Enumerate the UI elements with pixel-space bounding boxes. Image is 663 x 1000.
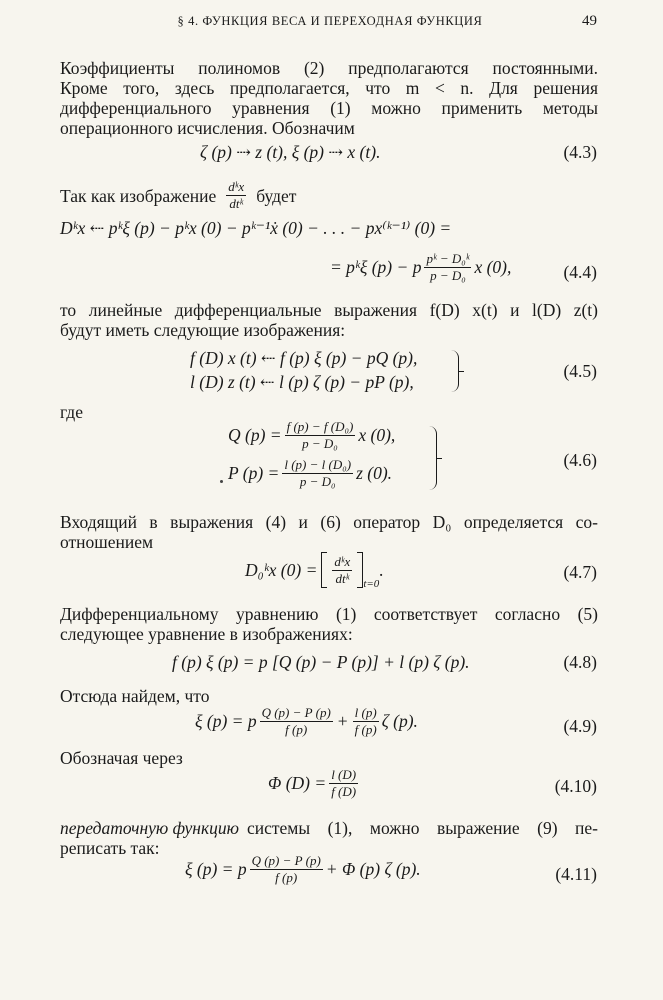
equation-part: ξ (p) = p (195, 711, 257, 731)
fraction-numerator: pᵏ − D₀ᵏ (426, 251, 470, 266)
equation-4-3: ζ (p) ⇢ z (t), ξ (p) ⇢ x (t). (200, 142, 381, 162)
equation-part: = pᵏξ (p) − p (330, 257, 422, 277)
right-brace (428, 426, 437, 490)
text-line: следующее уравнение в изображениях: (60, 624, 353, 644)
equation-number: (4.7) (563, 562, 597, 582)
text-line: отношением (60, 532, 154, 552)
fraction-numerator: Q (p) − P (p) (261, 705, 331, 720)
equation-4-11 (185, 854, 421, 885)
equation-part: Φ (D) = (268, 773, 327, 793)
right-brace (450, 350, 459, 392)
print-speck (220, 480, 223, 483)
equation-4-6-line1 (228, 420, 395, 451)
text-line: дифференциального уравнения (1) можно применить методы (60, 98, 598, 118)
equation-part: D₀ᵏx (0) = (245, 559, 318, 580)
equation-4-8: f (p) ξ (p) = p [Q (p) − P (p)] + l (p) ζ (p). (172, 652, 470, 672)
text-line: Дифференциальному уравнению (1) соответствует согласно (5) (60, 604, 598, 624)
plus-sign: + (337, 711, 348, 731)
fraction-denominator: dtᵏ (229, 196, 244, 211)
equation-number: (4.5) (563, 361, 597, 381)
text-line: будут иметь следующие изображения: (60, 320, 346, 340)
fraction-denominator: f (p) (275, 870, 298, 885)
equation-part: ξ (p) = p (185, 859, 247, 879)
text-fragment: Так как изображение (60, 185, 217, 206)
text-line: то линейные дифференциальные выражения f(D) x(t) и l(D) z(t) (60, 300, 598, 320)
fraction (260, 706, 333, 737)
text-line: Кроме того, здесь предполагается, что m < n. Для решения (60, 78, 598, 98)
equation-part: x (0), (474, 257, 512, 277)
text-line: операционного исчисления. Обозначим (60, 118, 355, 138)
fraction-denominator: dtᵏ (335, 570, 350, 586)
fraction-denominator: p − D₀ (299, 474, 336, 489)
equation-number: (4.6) (563, 450, 597, 470)
text-line: реписать так: (60, 838, 160, 858)
left-bracket (321, 552, 327, 588)
equation-number: (4.11) (555, 864, 597, 884)
equation-part: ζ (p). (381, 711, 418, 731)
fraction-numerator: l (p) − l (D₀) (284, 457, 352, 472)
fraction (424, 252, 471, 283)
page-number: 49 (582, 13, 597, 29)
fraction-numerator: l (D) (331, 767, 357, 782)
fraction (332, 555, 352, 586)
fraction (285, 420, 356, 451)
text-line: Входящий в выражения (4) и (6) оператор D₀ определяется со- (60, 512, 598, 532)
fraction-numerator: dᵏx (228, 179, 245, 194)
text-fragment: будет (256, 185, 297, 206)
equation-4-6-line2 (228, 458, 392, 489)
text-line (60, 180, 296, 211)
equation-number: (4.3) (563, 142, 597, 162)
fraction-denominator: f (p) (354, 722, 377, 737)
fraction (329, 768, 358, 799)
equation-number: (4.10) (554, 776, 597, 796)
fraction-denominator: p − D₀ (302, 436, 338, 451)
equation-part: z (0). (356, 463, 393, 483)
text-fragment: системы (1), можно выражение (9) пе- (246, 818, 598, 838)
equation-4-5-line2: l (D) z (t) ⇠ l (p) ζ (p) − pP (p), (190, 372, 414, 392)
equation-number: (4.8) (563, 652, 597, 672)
fraction-denominator: f (D) (331, 784, 357, 799)
equation-part: + Φ (p) ζ (p). (325, 859, 421, 879)
fraction (353, 706, 379, 737)
fraction (226, 180, 246, 211)
fraction-denominator: p − D₀ (430, 268, 466, 283)
equation-number: (4.4) (563, 262, 597, 282)
fraction-numerator: dᵏx (334, 553, 351, 569)
equation-4-5-line1: f (D) x (t) ⇠ f (p) ξ (p) − pQ (p), (190, 348, 418, 368)
text-line: где (60, 402, 83, 422)
fraction-numerator: Q (p) − P (p) (251, 853, 321, 868)
equation-4-9 (195, 706, 418, 737)
subscript: t=0 (363, 578, 380, 590)
period: . (379, 559, 384, 580)
fraction (282, 458, 353, 489)
equation-part: x (0), (358, 425, 396, 445)
text-line (60, 818, 598, 838)
text-line: Отсюда найдем, что (60, 686, 210, 706)
text-line: Обозначая через (60, 748, 183, 768)
equation-4-7 (245, 552, 384, 588)
fraction-numerator: l (p) (354, 705, 377, 720)
equation-4-4-line2 (330, 252, 511, 283)
equation-4-4-line1: Dᵏx ⇠ pᵏξ (p) − pᵏx (0) − pᵏ⁻¹ẋ (0) − . . . − px⁽ᵏ⁻¹⁾ (0) = (60, 218, 452, 238)
running-header: § 4. ФУНКЦИЯ ВЕСА И ПЕРЕХОДНАЯ ФУНКЦИЯ (177, 14, 483, 28)
equation-number: (4.9) (563, 716, 597, 736)
text-line: Коэффициенты полиномов (2) предполагаются постоянными. (60, 58, 598, 78)
emphasized-term: передаточную функцию (60, 818, 239, 838)
equation-4-10 (268, 768, 361, 799)
fraction-denominator: f (p) (285, 722, 308, 737)
equation-part: P (p) = (228, 463, 280, 483)
fraction-numerator: f (p) − f (D₀) (286, 419, 354, 434)
fraction (250, 854, 323, 885)
equation-part: Q (p) = (228, 425, 282, 445)
